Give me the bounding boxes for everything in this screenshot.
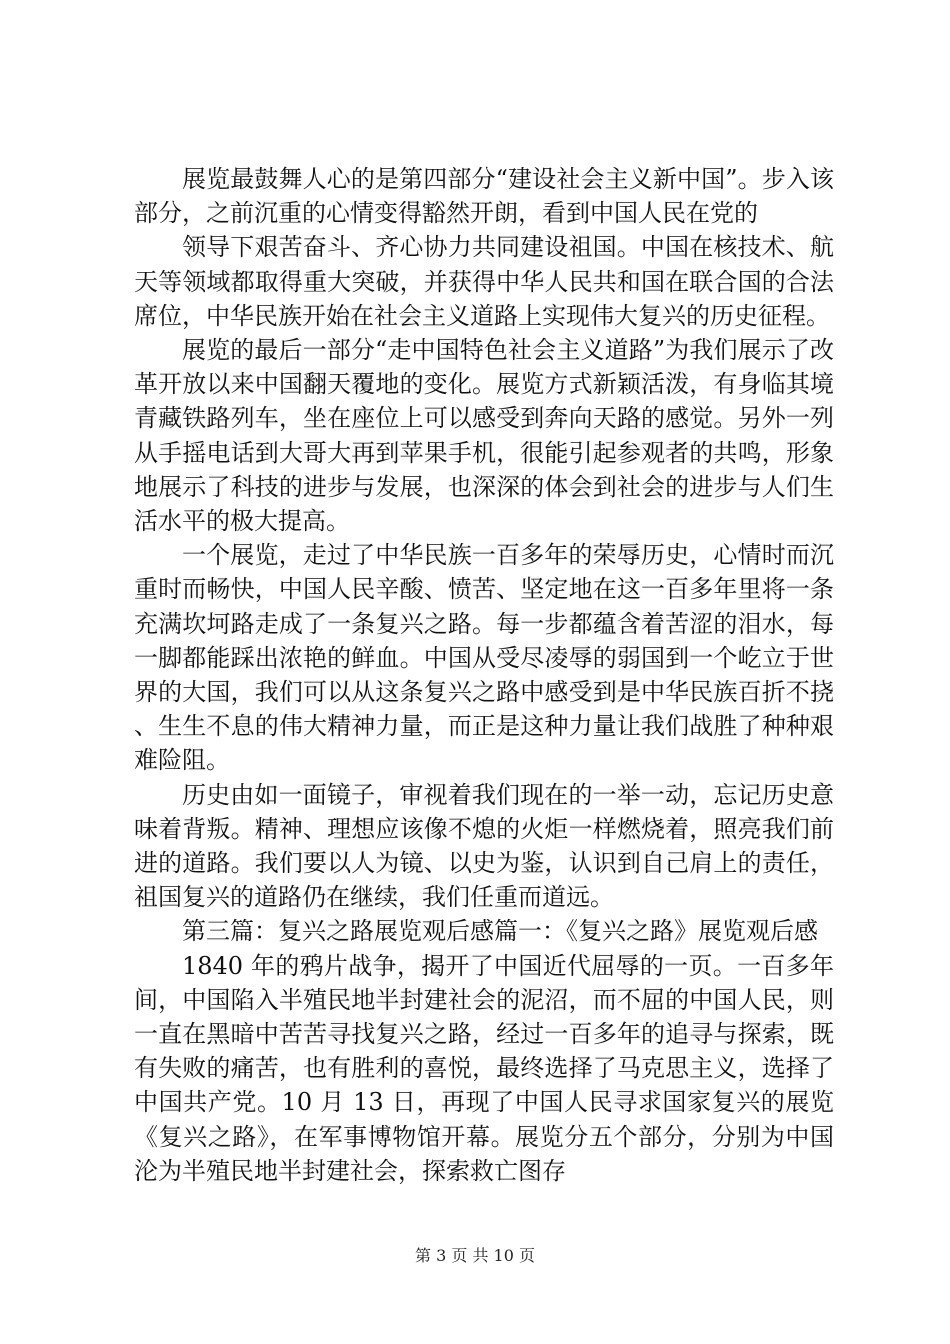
paragraph-building-motherland: 领导下艰苦奋斗、齐心协力共同建设祖国。中国在核技术、航天等领域都取得重大突破，并获得中华人民共和国在联合国的合法席位，中华民族开始在社会主义道路上实现伟大复兴的历史征程。 xyxy=(134,233,834,330)
document-body xyxy=(134,162,834,1188)
section-heading-part-three: 第三篇：复兴之路展览观后感篇一：《复兴之路》展览观后感 xyxy=(182,917,818,946)
page-number-footer: 第 3 页 共 10 页 xyxy=(415,1246,535,1265)
paragraph-opium-war: 1840 年的鸦片战争，揭开了中国近代屈辱的一页。一百多年间，中国陷入半殖民地半封建社会的泥沼，而不屈的中国人民，则一直在黑暗中苦苦寻找复兴之路，经过一百多年的追寻与探索，既有失败的痛苦，也有胜利的喜悦，最终选择了马克思主义，选择了中国共产党。10 月 13 日，再现了中国人民寻求国家复兴的展览《复兴之路》，在军事博物馆开幕。展览分五个部分，分别为中国沦为半殖民地半封建社会，探索救亡图存 xyxy=(134,951,834,1185)
paragraph-history-mirror: 历史由如一面镜子，审视着我们现在的一举一动，忘记历史意味着背叛。精神、理想应该像不熄的火炬一样燃烧着，照亮我们前进的道路。我们要以人为镜、以史为鉴，认识到自己肩上的责任，祖国复兴的道路仍在继续，我们任重而道远。 xyxy=(134,780,834,912)
paragraph-century-history: 一个展览，走过了中华民族一百多年的荣辱历史，心情时而沉重时而畅快，中国人民辛酸、愤苦、坚定地在这一百多年里将一条充满坎坷路走成了一条复兴之路。每一步都蕴含着苦涩的泪水，每一脚都能踩出浓艳的鲜血。中国从受尽凌辱的弱国到一个屹立于世界的大国，我们可以从这条复兴之路中感受到是中华民族百折不挠、生生不息的伟大精神力量，而正是这种力量让我们战胜了种种艰难险阻。 xyxy=(134,541,834,775)
paragraph-exhibition-final-part: 展览的最后一部分“走中国特色社会主义道路”为我们展示了改革开放以来中国翻天覆地的变化。展览方式新颖活泼，有身临其境青藏铁路列车，坐在座位上可以感受到奔向天路的感觉。另外一列从手摇电话到大哥大再到苹果手机，很能引起参观者的共鸣，形象地展示了科技的进步与发展，也深深的体会到社会的进步与人们生活水平的极大提高。 xyxy=(134,336,834,536)
paragraph-exhibition-part-four: 展览最鼓舞人心的是第四部分“建设社会主义新中国”。步入该部分，之前沉重的心情变得豁然开朗，看到中国人民在党的 xyxy=(134,165,834,228)
